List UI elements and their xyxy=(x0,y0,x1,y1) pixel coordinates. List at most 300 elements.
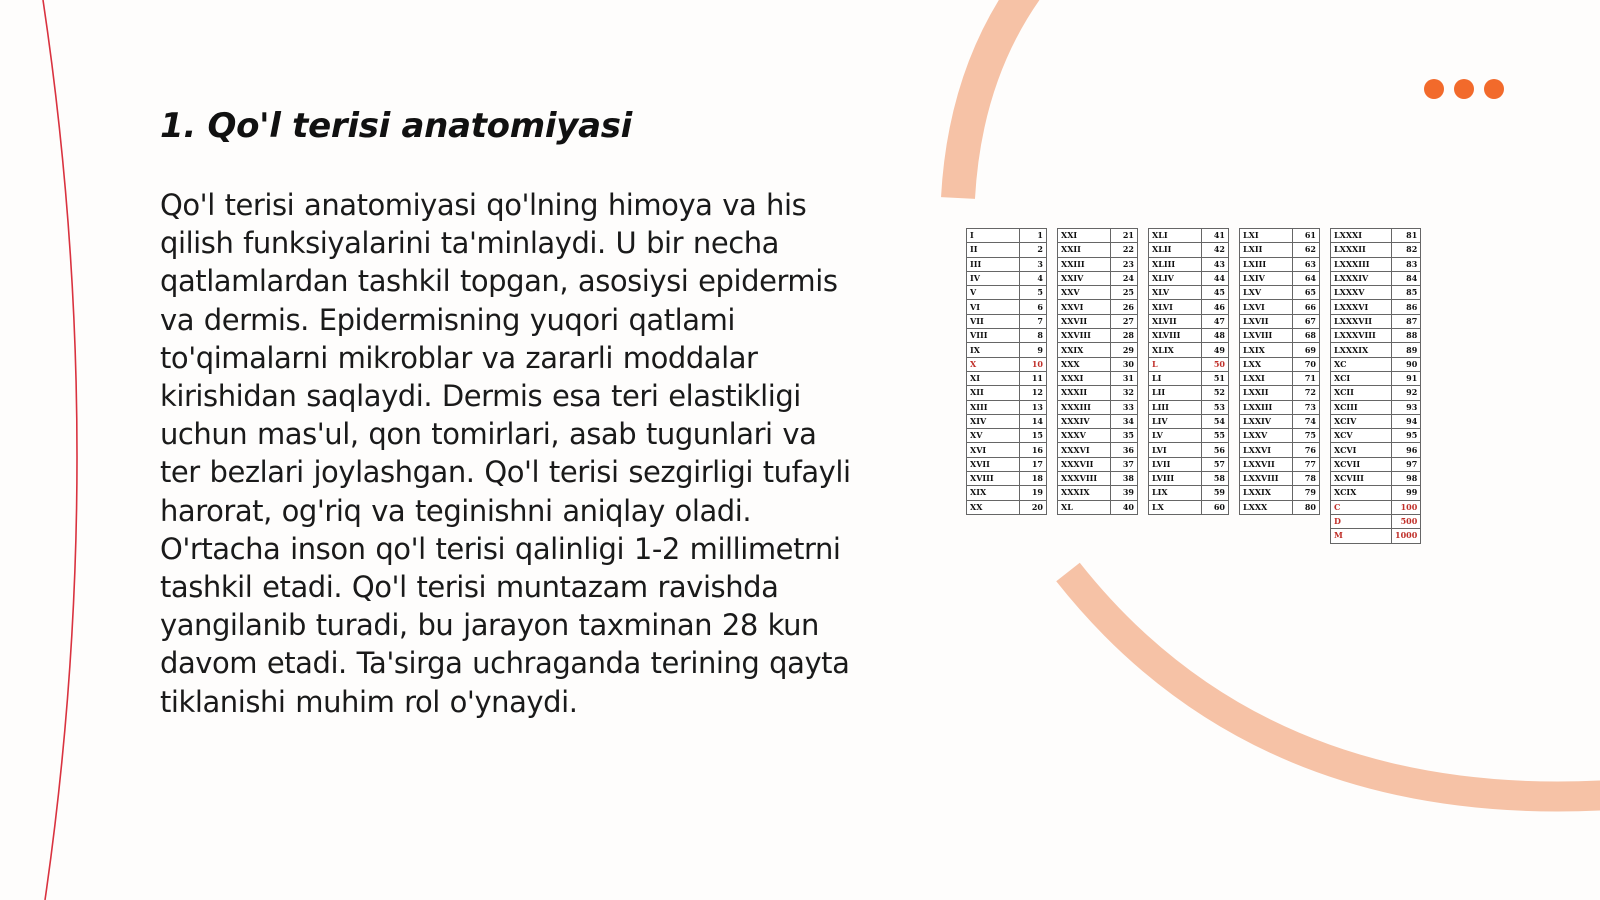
left-accent-line xyxy=(43,0,77,900)
arabic-number-cell: 69 xyxy=(1293,343,1320,357)
roman-table-row xyxy=(1058,472,1138,486)
roman-table-row xyxy=(1240,457,1320,471)
roman-table-row xyxy=(1058,257,1138,271)
arabic-number-cell: 19 xyxy=(1020,486,1047,500)
roman-numeral-cell: LIV xyxy=(1149,414,1202,428)
roman-table-row xyxy=(967,443,1047,457)
roman-numeral-cell: XCVI xyxy=(1331,443,1392,457)
roman-table-row xyxy=(1331,443,1421,457)
arabic-number-cell: 73 xyxy=(1293,400,1320,414)
roman-table-column xyxy=(1239,228,1320,515)
roman-table-row xyxy=(1240,229,1320,243)
arabic-number-cell: 36 xyxy=(1111,443,1138,457)
arabic-number-cell: 55 xyxy=(1202,429,1229,443)
roman-numeral-cell: LXXXVIII xyxy=(1331,329,1392,343)
roman-table-row xyxy=(1058,414,1138,428)
roman-numeral-cell: XIV xyxy=(967,414,1020,428)
roman-numeral-cell: LXXV xyxy=(1240,429,1293,443)
roman-numeral-cell: LXXVII xyxy=(1240,457,1293,471)
roman-numeral-cell: LXII xyxy=(1240,243,1293,257)
roman-numeral-cell: IV xyxy=(967,271,1020,285)
arabic-number-cell: 45 xyxy=(1202,286,1229,300)
arabic-number-cell: 20 xyxy=(1020,500,1047,514)
roman-table-row xyxy=(1149,486,1229,500)
roman-numeral-cell: XXXIX xyxy=(1058,486,1111,500)
arabic-number-cell: 80 xyxy=(1293,500,1320,514)
roman-table-row xyxy=(1331,300,1421,314)
dot-icon xyxy=(1484,79,1504,99)
roman-table-row xyxy=(1058,329,1138,343)
dot-icon xyxy=(1424,79,1444,99)
roman-table-row xyxy=(1058,314,1138,328)
roman-table-row xyxy=(1331,400,1421,414)
roman-table-row xyxy=(1240,414,1320,428)
roman-table-row xyxy=(1149,400,1229,414)
roman-numeral-cell: LXXVI xyxy=(1240,443,1293,457)
roman-numeral-cell: XCVII xyxy=(1331,457,1392,471)
arabic-number-cell: 71 xyxy=(1293,371,1320,385)
roman-numeral-cell: LXVII xyxy=(1240,314,1293,328)
roman-numeral-cell: XC xyxy=(1331,357,1392,371)
roman-table-column xyxy=(966,228,1047,515)
roman-numeral-cell: LXXXIII xyxy=(1331,257,1392,271)
roman-table-row xyxy=(1331,457,1421,471)
roman-numeral-cell: XXXVI xyxy=(1058,443,1111,457)
arabic-number-cell: 76 xyxy=(1293,443,1320,457)
roman-numeral-cell: XIX xyxy=(967,486,1020,500)
arabic-number-cell: 37 xyxy=(1111,457,1138,471)
slide-title: 1. Qo'l terisi anatomiyasi xyxy=(160,106,633,146)
roman-table-row xyxy=(1240,371,1320,385)
roman-table-row xyxy=(967,429,1047,443)
roman-numeral-cell: V xyxy=(967,286,1020,300)
roman-numeral-cell: XLIX xyxy=(1149,343,1202,357)
arabic-number-cell: 77 xyxy=(1293,457,1320,471)
roman-numeral-cell: LXXVIII xyxy=(1240,472,1293,486)
roman-numeral-cell: LXXX xyxy=(1240,500,1293,514)
arabic-number-cell: 61 xyxy=(1293,229,1320,243)
arabic-number-cell: 74 xyxy=(1293,414,1320,428)
arabic-number-cell: 49 xyxy=(1202,343,1229,357)
roman-numeral-cell: LXXXVI xyxy=(1331,300,1392,314)
roman-table-row xyxy=(1240,357,1320,371)
roman-numeral-cell: LX xyxy=(1149,500,1202,514)
roman-numeral-cell: LXXXV xyxy=(1331,286,1392,300)
arabic-number-cell: 99 xyxy=(1392,486,1421,500)
arabic-number-cell: 1 xyxy=(1020,229,1047,243)
roman-table-row xyxy=(1240,400,1320,414)
roman-numeral-cell: XXIV xyxy=(1058,271,1111,285)
arabic-number-cell: 82 xyxy=(1392,243,1421,257)
roman-table-row xyxy=(1331,229,1421,243)
roman-table-row xyxy=(1240,429,1320,443)
roman-table-row xyxy=(967,229,1047,243)
roman-table-row xyxy=(1331,472,1421,486)
arabic-number-cell: 88 xyxy=(1392,329,1421,343)
roman-table-row xyxy=(1058,286,1138,300)
arabic-number-cell: 79 xyxy=(1293,486,1320,500)
roman-numeral-cell: XLIV xyxy=(1149,271,1202,285)
roman-numeral-cell: LXVI xyxy=(1240,300,1293,314)
roman-numeral-cell: LXXXVII xyxy=(1331,314,1392,328)
roman-numeral-cell: III xyxy=(967,257,1020,271)
roman-numeral-cell: XVII xyxy=(967,457,1020,471)
arabic-number-cell: 84 xyxy=(1392,271,1421,285)
arabic-number-cell: 25 xyxy=(1111,286,1138,300)
roman-numeral-cell: XCIX xyxy=(1331,486,1392,500)
roman-table-row xyxy=(1331,357,1421,371)
roman-numeral-cell: XLV xyxy=(1149,286,1202,300)
arabic-number-cell: 100 xyxy=(1392,500,1421,514)
roman-table-row xyxy=(1149,329,1229,343)
roman-numeral-cell: XVI xyxy=(967,443,1020,457)
roman-table-row xyxy=(1058,486,1138,500)
arabic-number-cell: 500 xyxy=(1392,514,1421,528)
roman-table-row xyxy=(967,357,1047,371)
roman-numeral-cell: LVII xyxy=(1149,457,1202,471)
arabic-number-cell: 23 xyxy=(1111,257,1138,271)
arabic-number-cell: 18 xyxy=(1020,472,1047,486)
arabic-number-cell: 38 xyxy=(1111,472,1138,486)
roman-table-column xyxy=(1148,228,1229,515)
roman-numeral-cell: LV xyxy=(1149,429,1202,443)
roman-numeral-cell: XXVII xyxy=(1058,314,1111,328)
bottom-arc-decoration xyxy=(1068,572,1600,797)
roman-numeral-cell: XCII xyxy=(1331,386,1392,400)
arabic-number-cell: 12 xyxy=(1020,386,1047,400)
roman-numeral-cell: XXI xyxy=(1058,229,1111,243)
roman-table-row xyxy=(967,243,1047,257)
arabic-number-cell: 97 xyxy=(1392,457,1421,471)
roman-numeral-cell: LI xyxy=(1149,371,1202,385)
arabic-number-cell: 64 xyxy=(1293,271,1320,285)
arabic-number-cell: 90 xyxy=(1392,357,1421,371)
roman-numeral-cell: LXXIX xyxy=(1240,486,1293,500)
arabic-number-cell: 39 xyxy=(1111,486,1138,500)
roman-numeral-cell: XLIII xyxy=(1149,257,1202,271)
roman-numeral-cell: LXXXII xyxy=(1331,243,1392,257)
arabic-number-cell: 11 xyxy=(1020,371,1047,385)
roman-table-row xyxy=(1240,486,1320,500)
roman-table-row xyxy=(1058,357,1138,371)
roman-table-row xyxy=(1149,286,1229,300)
roman-table-row xyxy=(1058,229,1138,243)
roman-numeral-cell: XV xyxy=(967,429,1020,443)
roman-numeral-cell: LXXI xyxy=(1240,371,1293,385)
roman-numeral-cell: VIII xyxy=(967,329,1020,343)
arabic-number-cell: 95 xyxy=(1392,429,1421,443)
dot-icon xyxy=(1454,79,1474,99)
arabic-number-cell: 7 xyxy=(1020,314,1047,328)
arabic-number-cell: 6 xyxy=(1020,300,1047,314)
arabic-number-cell: 31 xyxy=(1111,371,1138,385)
roman-table-row xyxy=(1331,486,1421,500)
roman-numeral-cell: LXXXI xyxy=(1331,229,1392,243)
arabic-number-cell: 46 xyxy=(1202,300,1229,314)
roman-numeral-cell: XII xyxy=(967,386,1020,400)
roman-table-column xyxy=(1330,228,1421,544)
roman-table-row xyxy=(1331,371,1421,385)
roman-table-row xyxy=(1149,457,1229,471)
arabic-number-cell: 14 xyxy=(1020,414,1047,428)
arabic-number-cell: 78 xyxy=(1293,472,1320,486)
roman-table-row xyxy=(1331,243,1421,257)
roman-table-row xyxy=(967,472,1047,486)
arabic-number-cell: 9 xyxy=(1020,343,1047,357)
arabic-number-cell: 41 xyxy=(1202,229,1229,243)
arabic-number-cell: 22 xyxy=(1111,243,1138,257)
roman-numeral-cell: LXXIII xyxy=(1240,400,1293,414)
roman-numeral-cell: XCVIII xyxy=(1331,472,1392,486)
arabic-number-cell: 53 xyxy=(1202,400,1229,414)
roman-numeral-cell: XXX xyxy=(1058,357,1111,371)
arabic-number-cell: 98 xyxy=(1392,472,1421,486)
arabic-number-cell: 10 xyxy=(1020,357,1047,371)
arabic-number-cell: 57 xyxy=(1202,457,1229,471)
roman-numeral-cell: XLVI xyxy=(1149,300,1202,314)
roman-numeral-cell: M xyxy=(1331,529,1392,543)
arabic-number-cell: 13 xyxy=(1020,400,1047,414)
arabic-number-cell: 54 xyxy=(1202,414,1229,428)
arabic-number-cell: 8 xyxy=(1020,329,1047,343)
roman-numeral-cell: LII xyxy=(1149,386,1202,400)
roman-numeral-cell: X xyxy=(967,357,1020,371)
roman-numeral-cell: XXVI xyxy=(1058,300,1111,314)
roman-table-row xyxy=(1240,443,1320,457)
arabic-number-cell: 92 xyxy=(1392,386,1421,400)
roman-numeral-cell: XX xyxy=(967,500,1020,514)
arabic-number-cell: 34 xyxy=(1111,414,1138,428)
roman-table-row xyxy=(967,400,1047,414)
roman-table-row xyxy=(1331,429,1421,443)
arabic-number-cell: 32 xyxy=(1111,386,1138,400)
roman-numeral-cell: XXXV xyxy=(1058,429,1111,443)
roman-table-row xyxy=(1149,343,1229,357)
roman-table-row xyxy=(1058,500,1138,514)
arabic-number-cell: 42 xyxy=(1202,243,1229,257)
roman-table-row xyxy=(967,300,1047,314)
roman-numeral-cell: XLII xyxy=(1149,243,1202,257)
roman-table-row xyxy=(967,257,1047,271)
roman-numeral-cell: LXVIII xyxy=(1240,329,1293,343)
roman-numeral-cell: LVIII xyxy=(1149,472,1202,486)
arabic-number-cell: 16 xyxy=(1020,443,1047,457)
arabic-number-cell: 4 xyxy=(1020,271,1047,285)
roman-numeral-cell: XXXIII xyxy=(1058,400,1111,414)
arabic-number-cell: 56 xyxy=(1202,443,1229,457)
roman-table-row xyxy=(1331,514,1421,528)
arabic-number-cell: 44 xyxy=(1202,271,1229,285)
arabic-number-cell: 67 xyxy=(1293,314,1320,328)
roman-table-row xyxy=(1058,457,1138,471)
roman-numeral-cell: LXX xyxy=(1240,357,1293,371)
roman-table-row xyxy=(1149,300,1229,314)
arabic-number-cell: 62 xyxy=(1293,243,1320,257)
roman-table-row xyxy=(1058,386,1138,400)
roman-numeral-cell: VII xyxy=(967,314,1020,328)
arabic-number-cell: 91 xyxy=(1392,371,1421,385)
roman-table-row xyxy=(1058,429,1138,443)
roman-table-row xyxy=(1240,500,1320,514)
arabic-number-cell: 29 xyxy=(1111,343,1138,357)
roman-table-row xyxy=(1240,329,1320,343)
arabic-number-cell: 21 xyxy=(1111,229,1138,243)
arabic-number-cell: 27 xyxy=(1111,314,1138,328)
roman-table-row xyxy=(967,314,1047,328)
roman-table-row xyxy=(1149,429,1229,443)
roman-table-row xyxy=(967,343,1047,357)
roman-numeral-cell: XXII xyxy=(1058,243,1111,257)
roman-table-row xyxy=(1331,314,1421,328)
roman-table-row xyxy=(1240,343,1320,357)
roman-table-row xyxy=(1149,443,1229,457)
top-arc-decoration xyxy=(958,0,1033,198)
roman-table-row xyxy=(1149,472,1229,486)
roman-numeral-cell: IX xyxy=(967,343,1020,357)
arabic-number-cell: 87 xyxy=(1392,314,1421,328)
roman-numeral-cell: XIII xyxy=(967,400,1020,414)
roman-table-row xyxy=(1058,343,1138,357)
roman-table-row xyxy=(1240,286,1320,300)
roman-table-row xyxy=(1331,286,1421,300)
roman-numeral-cell: LXV xyxy=(1240,286,1293,300)
arabic-number-cell: 2 xyxy=(1020,243,1047,257)
roman-table-row xyxy=(1331,257,1421,271)
roman-table-row xyxy=(1149,229,1229,243)
roman-numeral-cell: XVIII xyxy=(967,472,1020,486)
roman-numeral-cell: C xyxy=(1331,500,1392,514)
roman-table-row xyxy=(1331,529,1421,543)
arabic-number-cell: 1000 xyxy=(1392,529,1421,543)
roman-numeral-cell: XXXIV xyxy=(1058,414,1111,428)
roman-table-row xyxy=(1149,500,1229,514)
roman-numeral-cell: LIII xyxy=(1149,400,1202,414)
roman-numeral-cell: I xyxy=(967,229,1020,243)
arabic-number-cell: 48 xyxy=(1202,329,1229,343)
arabic-number-cell: 68 xyxy=(1293,329,1320,343)
arabic-number-cell: 94 xyxy=(1392,414,1421,428)
roman-numeral-cell: XLI xyxy=(1149,229,1202,243)
arabic-number-cell: 60 xyxy=(1202,500,1229,514)
roman-table-row xyxy=(967,486,1047,500)
roman-table-row xyxy=(1149,371,1229,385)
roman-table-row xyxy=(967,329,1047,343)
roman-numeral-cell: XCIII xyxy=(1331,400,1392,414)
arabic-number-cell: 26 xyxy=(1111,300,1138,314)
roman-numeral-cell: LXI xyxy=(1240,229,1293,243)
roman-table-row xyxy=(1331,271,1421,285)
roman-table-row xyxy=(967,286,1047,300)
roman-numeral-cell: XL xyxy=(1058,500,1111,514)
roman-table-row xyxy=(1240,257,1320,271)
roman-numeral-cell: VI xyxy=(967,300,1020,314)
arabic-number-cell: 52 xyxy=(1202,386,1229,400)
roman-numerals-table xyxy=(966,228,1421,544)
roman-table-row xyxy=(1331,386,1421,400)
roman-table-row xyxy=(1149,271,1229,285)
roman-table-row xyxy=(1149,386,1229,400)
roman-table-row xyxy=(1058,243,1138,257)
arabic-number-cell: 47 xyxy=(1202,314,1229,328)
arabic-number-cell: 89 xyxy=(1392,343,1421,357)
roman-numeral-cell: XLVII xyxy=(1149,314,1202,328)
roman-numeral-cell: D xyxy=(1331,514,1392,528)
roman-numeral-cell: LXXII xyxy=(1240,386,1293,400)
roman-table-column xyxy=(1057,228,1138,515)
roman-numeral-cell: XLVIII xyxy=(1149,329,1202,343)
roman-table-row xyxy=(1058,300,1138,314)
arabic-number-cell: 85 xyxy=(1392,286,1421,300)
roman-table-row xyxy=(967,500,1047,514)
arabic-number-cell: 63 xyxy=(1293,257,1320,271)
roman-numeral-cell: II xyxy=(967,243,1020,257)
arabic-number-cell: 28 xyxy=(1111,329,1138,343)
arabic-number-cell: 33 xyxy=(1111,400,1138,414)
roman-table-row xyxy=(1149,257,1229,271)
roman-numeral-cell: XI xyxy=(967,371,1020,385)
arabic-number-cell: 5 xyxy=(1020,286,1047,300)
roman-numeral-cell: XXXII xyxy=(1058,386,1111,400)
arabic-number-cell: 15 xyxy=(1020,429,1047,443)
roman-numeral-cell: LXIV xyxy=(1240,271,1293,285)
arabic-number-cell: 40 xyxy=(1111,500,1138,514)
roman-numeral-cell: LXXXIV xyxy=(1331,271,1392,285)
roman-table-row xyxy=(967,386,1047,400)
roman-numeral-cell: XXXI xyxy=(1058,371,1111,385)
roman-table-row xyxy=(1240,300,1320,314)
roman-table-row xyxy=(1149,243,1229,257)
arabic-number-cell: 96 xyxy=(1392,443,1421,457)
arabic-number-cell: 24 xyxy=(1111,271,1138,285)
roman-numeral-cell: XXIII xyxy=(1058,257,1111,271)
arabic-number-cell: 50 xyxy=(1202,357,1229,371)
roman-numeral-cell: LXXIV xyxy=(1240,414,1293,428)
roman-table-row xyxy=(1240,271,1320,285)
arabic-number-cell: 86 xyxy=(1392,300,1421,314)
roman-table-row xyxy=(1331,414,1421,428)
arabic-number-cell: 58 xyxy=(1202,472,1229,486)
roman-numeral-cell: XCV xyxy=(1331,429,1392,443)
roman-numeral-cell: LXIX xyxy=(1240,343,1293,357)
roman-table-row xyxy=(967,271,1047,285)
roman-numeral-cell: XXXVII xyxy=(1058,457,1111,471)
arabic-number-cell: 65 xyxy=(1293,286,1320,300)
roman-table-row xyxy=(1149,414,1229,428)
more-dots-icon xyxy=(1424,79,1504,99)
roman-table-row xyxy=(1058,271,1138,285)
arabic-number-cell: 43 xyxy=(1202,257,1229,271)
roman-table-row xyxy=(1331,329,1421,343)
roman-numeral-cell: LIX xyxy=(1149,486,1202,500)
roman-table-row xyxy=(1240,472,1320,486)
roman-table-row xyxy=(1149,314,1229,328)
roman-table-row xyxy=(1240,386,1320,400)
roman-numeral-cell: XXXVIII xyxy=(1058,472,1111,486)
roman-numeral-cell: LXIII xyxy=(1240,257,1293,271)
arabic-number-cell: 93 xyxy=(1392,400,1421,414)
roman-table-row xyxy=(1331,343,1421,357)
arabic-number-cell: 70 xyxy=(1293,357,1320,371)
arabic-number-cell: 59 xyxy=(1202,486,1229,500)
roman-table-row xyxy=(967,457,1047,471)
roman-numeral-cell: LXXXIX xyxy=(1331,343,1392,357)
arabic-number-cell: 3 xyxy=(1020,257,1047,271)
roman-table-row xyxy=(1149,357,1229,371)
roman-numeral-cell: XXV xyxy=(1058,286,1111,300)
arabic-number-cell: 83 xyxy=(1392,257,1421,271)
arabic-number-cell: 17 xyxy=(1020,457,1047,471)
arabic-number-cell: 30 xyxy=(1111,357,1138,371)
